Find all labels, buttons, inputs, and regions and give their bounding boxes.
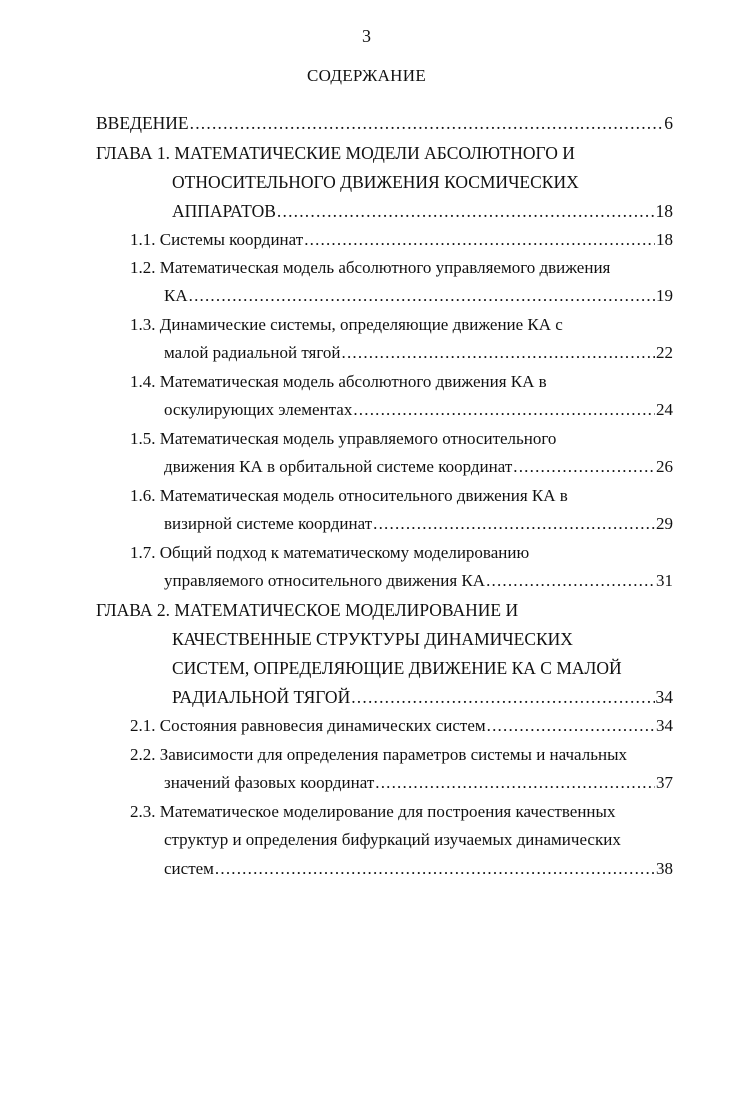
toc-entry-page: 31	[656, 571, 673, 590]
dot-leader	[487, 714, 655, 738]
toc-entry-page: 34	[656, 716, 673, 735]
toc-entry-page: 24	[656, 400, 673, 419]
toc-chapter-1-title-line-2[interactable]: ОТНОСИТЕЛЬНОГО ДВИЖЕНИЯ КОСМИЧЕСКИХ	[172, 172, 579, 192]
dot-leader	[351, 685, 654, 709]
toc-entry-label: ВВЕДЕНИЕ	[96, 113, 189, 133]
toc-entry-1-5-line-1[interactable]: 1.5. Математическая модель управляемого относительного	[130, 429, 557, 448]
toc-entry-1-2-line-1[interactable]: 1.2. Математическая модель абсолютного управляемого движения	[130, 258, 611, 277]
dot-leader	[277, 199, 655, 223]
toc-entry-label: визирной системе координат	[164, 514, 373, 533]
toc-entry-page: 18	[655, 201, 673, 221]
dot-leader	[189, 284, 655, 308]
dot-leader	[353, 398, 655, 422]
toc-entry-1-3-line-1[interactable]: 1.3. Динамические системы, определяющие движение КА с	[130, 315, 563, 334]
toc-entry-page: 26	[656, 457, 673, 476]
toc-entry-page: 38	[656, 859, 673, 878]
toc-entry-2-2[interactable]	[164, 771, 673, 795]
toc-entry-page: 22	[656, 343, 673, 362]
toc-entry-2-2-line-1[interactable]: 2.2. Зависимости для определения параметров системы и начальных	[130, 745, 628, 764]
dot-leader	[215, 857, 655, 881]
toc-entry-page: 29	[656, 514, 673, 533]
toc-entry-1-4-line-1[interactable]: 1.4. Математическая модель абсолютного движения КА в	[130, 372, 547, 391]
dot-leader	[304, 228, 655, 252]
toc-entry-1-6[interactable]	[164, 512, 673, 536]
toc-entry-label: систем	[164, 859, 214, 878]
toc-entry-2-3-line-2[interactable]: структур и определения бифуркаций изучаемых динамических	[164, 830, 621, 849]
toc-entry-label: значений фазовых координат	[164, 773, 375, 792]
toc-chapter-2-title-line-2[interactable]: КАЧЕСТВЕННЫЕ СТРУКТУРЫ ДИНАМИЧЕСКИХ	[172, 629, 573, 649]
toc-entry-1-5[interactable]	[164, 455, 673, 479]
toc-entry-label: оскулирующих элементах	[164, 400, 353, 419]
toc-chapter-2-title-line-3[interactable]: СИСТЕМ, ОПРЕДЕЛЯЮЩИЕ ДВИЖЕНИЕ КА С МАЛОЙ	[172, 658, 622, 678]
toc-entry-label: управляемого относительного движения КА	[164, 571, 486, 590]
toc-entry-chapter-2[interactable]	[172, 685, 673, 709]
toc-entry-1-2[interactable]	[164, 284, 673, 308]
dot-leader	[190, 111, 664, 135]
toc-entry-label: движения КА в орбитальной системе координат	[164, 457, 513, 476]
dot-leader	[342, 341, 655, 365]
page-number: 3	[362, 26, 371, 46]
toc-entry-page: 6	[664, 113, 673, 133]
toc-entry-1-7[interactable]	[164, 569, 673, 593]
toc-entry-label: 1.1. Системы координат	[130, 230, 304, 249]
toc-entry-chapter-1[interactable]	[172, 199, 673, 223]
toc-entry-1-4[interactable]	[164, 398, 673, 422]
toc-entry-label: АППАРАТОВ	[172, 201, 276, 221]
toc-chapter-1-title-line-1[interactable]: ГЛАВА 1. МАТЕМАТИЧЕСКИЕ МОДЕЛИ АБСОЛЮТНОГО И	[96, 143, 575, 163]
toc-entry-1-3[interactable]	[164, 341, 673, 365]
dot-leader	[375, 771, 655, 795]
toc-entry-1-1[interactable]	[130, 228, 673, 252]
toc-entry-page: 34	[655, 687, 673, 707]
toc-entry-2-3[interactable]	[164, 857, 673, 881]
toc-title: СОДЕРЖАНИЕ	[306, 66, 427, 85]
toc-entry-1-6-line-1[interactable]: 1.6. Математическая модель относительного движения КА в	[130, 486, 568, 505]
toc-entry-1-7-line-1[interactable]: 1.7. Общий подход к математическому моделированию	[130, 543, 530, 562]
dot-leader	[513, 455, 655, 479]
toc-entry-label: РАДИАЛЬНОЙ ТЯГОЙ	[172, 687, 351, 707]
toc-entry-page: 37	[656, 773, 673, 792]
toc-entry-label: 2.1. Состояния равновесия динамических систем	[130, 716, 486, 735]
toc-entry-label: малой радиальной тягой	[164, 343, 341, 362]
toc-entry-2-3-line-1[interactable]: 2.3. Математическое моделирование для построения качественных	[130, 802, 616, 821]
toc-entry-intro[interactable]	[96, 111, 673, 135]
toc-entry-page: 18	[656, 230, 673, 249]
dot-leader	[373, 512, 655, 536]
toc-entry-page: 19	[656, 286, 673, 305]
toc-entry-label: КА	[164, 286, 188, 305]
toc-chapter-2-title-line-1[interactable]: ГЛАВА 2. МАТЕМАТИЧЕСКОЕ МОДЕЛИРОВАНИЕ И	[96, 600, 519, 620]
dot-leader	[486, 569, 655, 593]
toc-entry-2-1[interactable]	[130, 714, 673, 738]
